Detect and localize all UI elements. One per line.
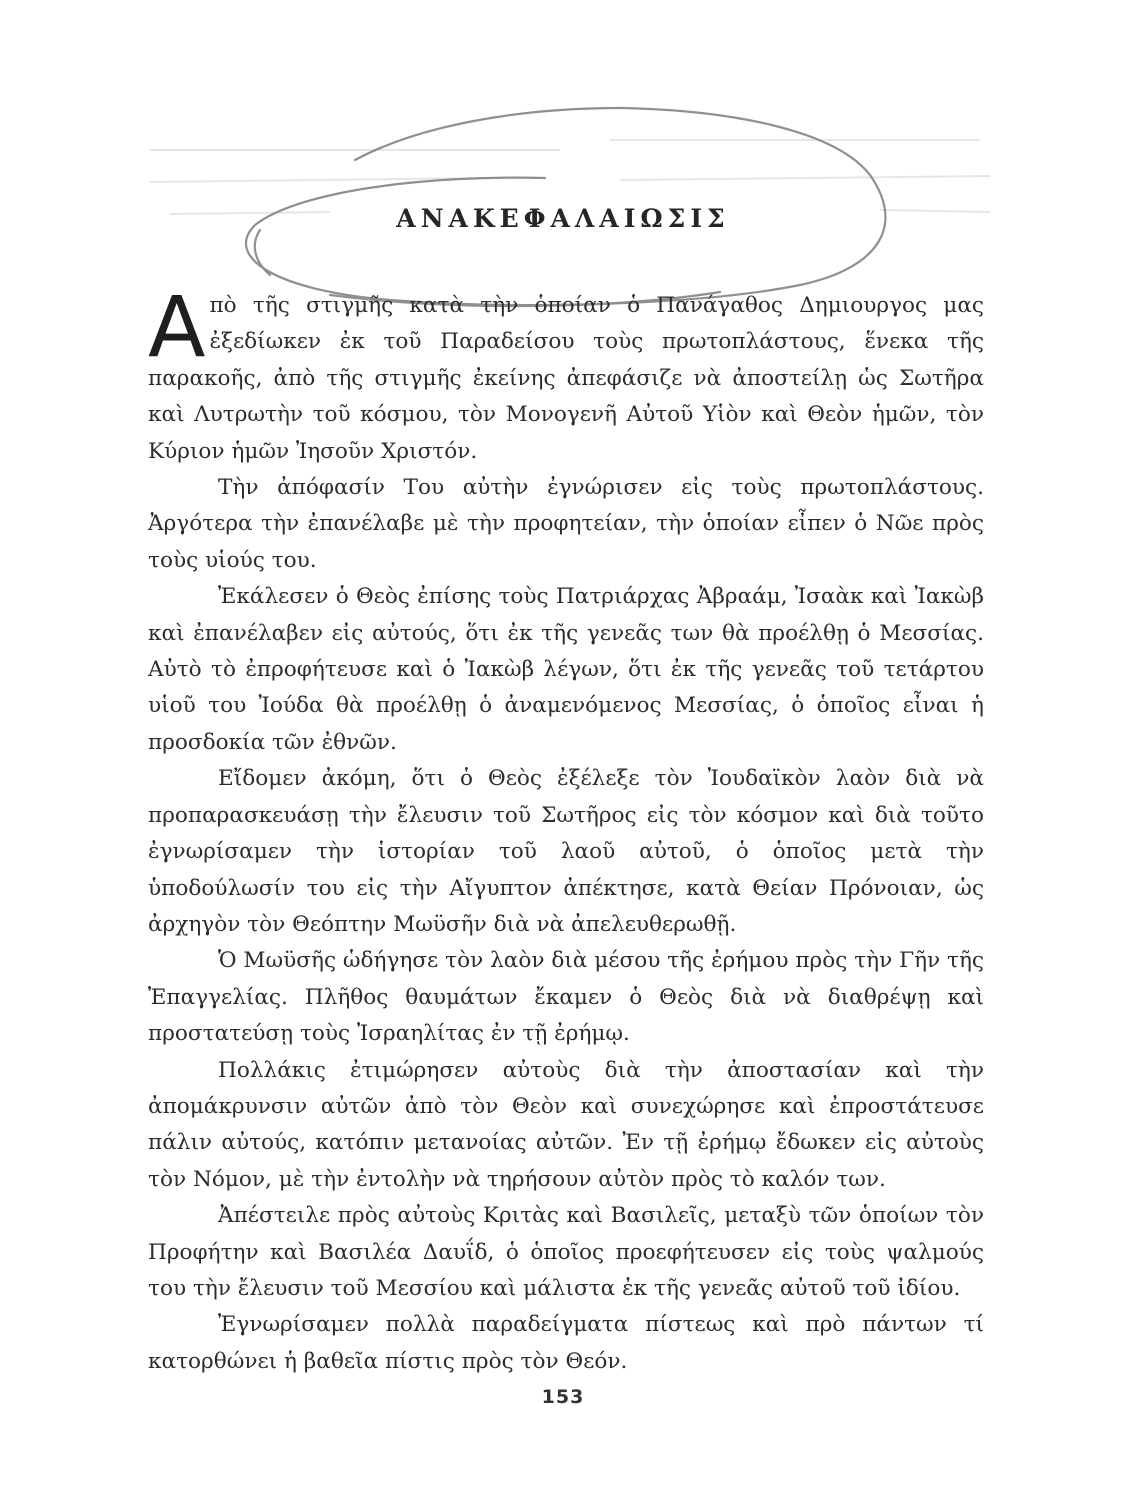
drop-cap: Α: [148, 278, 206, 376]
paragraph-5: Ὁ Μωϋσῆς ὡδήγησε τὸν λαὸν διὰ μέσου τῆς ἐρήμου πρὸς τὴν Γῆν τῆς Ἐπαγγελίας. Πλῆθος θαυμάτων ἔκαμεν ὁ Θεὸς διὰ νὰ διαθρέψῃ καὶ προστατεύσῃ τοὺς Ἰσραηλίτας ἐν τῇ ἐρήμῳ.: [148, 948, 984, 1047]
paragraph-2: Τὴν ἀπόφασίν Του αὐτὴν ἐγνώρισεν εἰς τοὺς πρωτοπλάστους. Ἀργότερα τὴν ἐπανέλαβε μὲ τὴν προφητείαν, τὴν ὁποίαν εἶπεν ὁ Νῶε πρὸς τοὺς υἱούς του.: [148, 475, 984, 573]
chapter-title: ΑΝΑΚΕΦΑΛΑΙΩΣΙΣ: [396, 204, 730, 233]
paragraph-7: Ἀπέστειλε πρὸς αὐτοὺς Κριτὰς καὶ Βασιλεῖς, μεταξὺ τῶν ὁποίων τὸν Προφήτην καὶ Βασιλέα Δαυΐδ, ὁ ὁποῖος προεφήτευσεν εἰς τοὺς ψαλμούς του τὴν ἔλευσιν τοῦ Μεσσίου καὶ μάλιστα ἐκ τῆς γενεᾶς αὐτοῦ τοῦ ἰδίου.: [148, 1203, 984, 1301]
paragraph-8: Ἐγνωρίσαμεν πολλὰ παραδείγματα πίστεως καὶ πρὸ πάντων τί κατορθώνει ἡ βαθεῖα πίστις πρὸς τὸν Θεόν.: [148, 1312, 984, 1374]
page-number: 153: [541, 1386, 585, 1408]
body-text: [148, 278, 984, 1380]
paragraph-4: Εἴδομεν ἀκόμη, ὅτι ὁ Θεὸς ἐξέλεξε τὸν Ἰουδαϊκὸν λαὸν διὰ νὰ προπαρασκευάσῃ τὴν ἔλευσιν τοῦ Σωτῆρος εἰς τὸν κόσμον καὶ διὰ τοῦτο ἐγνωρίσαμεν τὴν ἱστορίαν τοῦ λαοῦ αὐτοῦ, ὁ ὁποῖος μετὰ τὴν ὑποδούλωσίν του εἰς τὴν Αἴγυπτον ἀπέκτησε, κατὰ Θείαν Πρόνοιαν, ὡς ἀρχηγὸν τὸν Θεόπτην Μωϋσῆν διὰ νὰ ἀπελευθερωθῇ.: [148, 766, 984, 937]
paragraph-1: [148, 278, 984, 470]
paragraph-3: Ἐκάλεσεν ὁ Θεὸς ἐπίσης τοὺς Πατριάρχας Ἀβραάμ, Ἰσαὰκ καὶ Ἰακὼβ καὶ ἐπανέλαβεν εἰς αὐτούς, ὅτι ἐκ τῆς γενεᾶς των θὰ προέλθῃ ὁ Μεσσίας. Αὐτὸ τὸ ἐπροφήτευσε καὶ ὁ Ἰακὼβ λέγων, ὅτι ἐκ τῆς γενεᾶς τοῦ τετάρτου υἱοῦ του Ἰούδα θὰ προέλθῃ ὁ ἀναμενόμενος Μεσσίας, ὁ ὁποῖος εἶναι ἡ προσδοκία τῶν ἐθνῶν.: [148, 584, 984, 755]
paragraph-1-text: πὸ τῆς στιγμῆς κατὰ τὴν ὁποίαν ὁ Πανάγαθος Δημιουργος μας ἐξεδίωκεν ἐκ τοῦ Παραδείσου τοὺς πρωτοπλάστους, ἕνεκα τῆς παρακοῆς, ἀπὸ τῆς στιγμῆς ἐκείνης ἀπεφάσιζε νὰ ἀποστείλῃ ὡς Σωτῆρα καὶ Λυτρωτὴν τοῦ κόσμου, τὸν Μονογενῆ Αὐτοῦ Υἱὸν καὶ Θεὸν ἡμῶν, τὸν Κύριον ἡμῶν Ἰησοῦν Χριστόν.: [148, 293, 984, 464]
paragraph-6: Πολλάκις ἐτιμώρησεν αὐτοὺς διὰ τὴν ἀποστασίαν καὶ τὴν ἀπομάκρυνσιν αὐτῶν ἀπὸ τὸν Θεὸν καὶ συνεχώρησε καὶ ἐπροστάτευσε πάλιν αὐτούς, κατόπιν μετανοίας αὐτῶν. Ἐν τῇ ἐρήμῳ ἔδωκεν εἰς αὐτοὺς τὸν Νόμον, μὲ τὴν ἐντολὴν νὰ τηρήσουν αὐτὸν πρὸς τὸ καλόν των.: [148, 1057, 984, 1192]
